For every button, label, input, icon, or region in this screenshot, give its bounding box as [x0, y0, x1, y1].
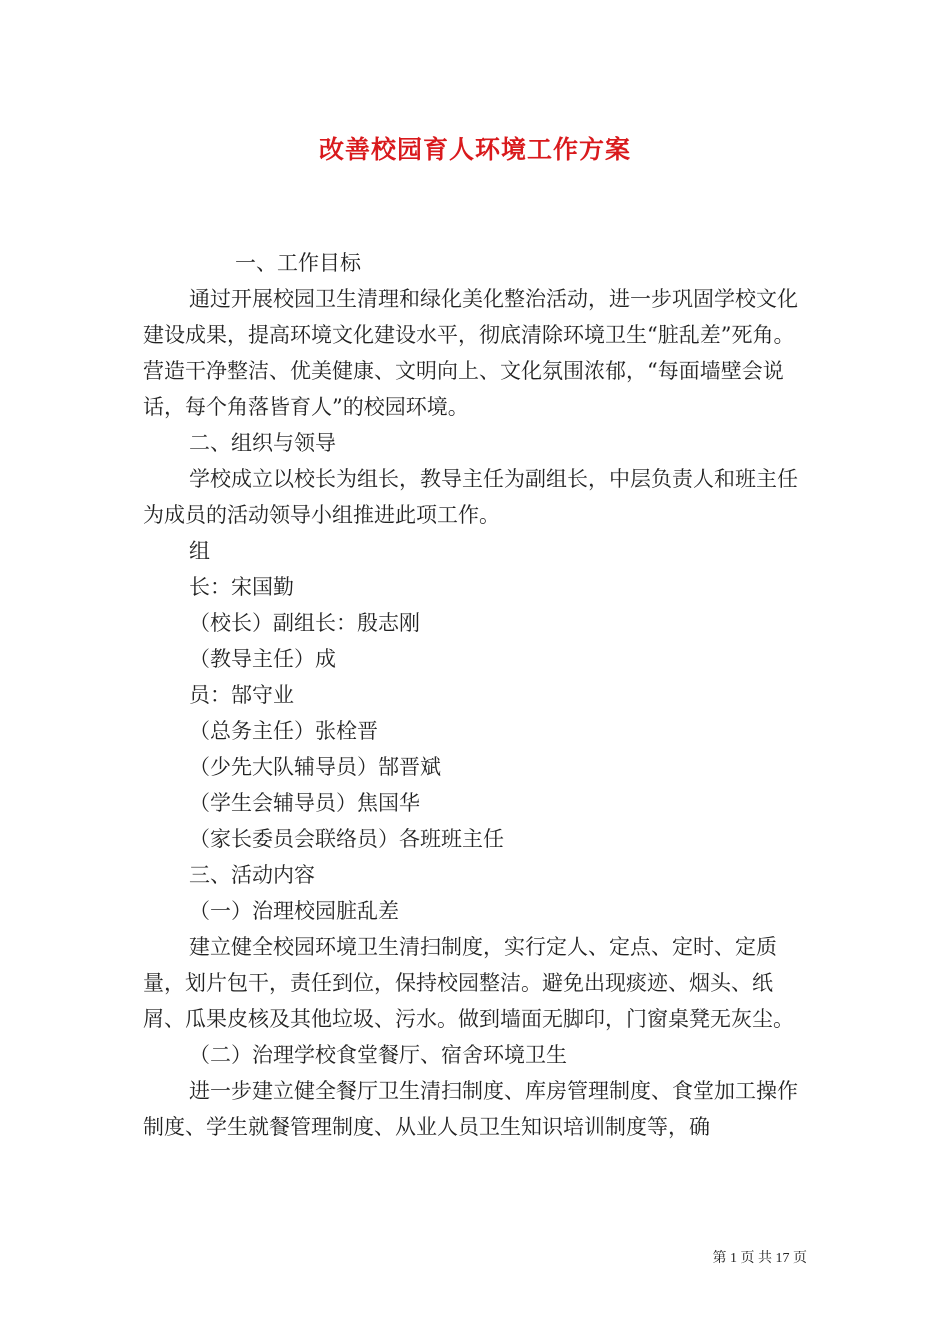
page-title: 改善校园育人环境工作方案 [318, 135, 631, 164]
subsection-heading-campus: （一）治理校园脏乱差 [189, 899, 399, 923]
member-line: 组 [189, 539, 210, 563]
paragraph-organization: 学校成立以校长为组长，教导主任为副组长，中层负责人和班主任为成员的活动领导小组推进此项工作。 [143, 467, 798, 527]
member-line: （家长委员会联络员）各班班主任 [189, 827, 504, 851]
member-line: 长：宋国勤 [189, 575, 294, 599]
document-body [143, 245, 808, 1145]
page-footer: 第 1 页 共 17 页 [712, 1251, 807, 1266]
section-heading-activities: 三、活动内容 [189, 863, 315, 887]
subsection-heading-canteen: （二）治理学校食堂餐厅、宿舍环境卫生 [189, 1043, 567, 1067]
member-line: （校长）副组长：殷志刚 [189, 611, 420, 635]
member-line: 员：郜守业 [189, 683, 294, 707]
member-line: （总务主任）张栓晋 [189, 719, 378, 743]
paragraph-canteen: 进一步建立健全餐厅卫生清扫制度、库房管理制度、食堂加工操作制度、学生就餐管理制度、从业人员卫生知识培训制度等，确 [143, 1079, 798, 1139]
section-heading-organization: 二、组织与领导 [189, 431, 336, 455]
paragraph-goals: 通过开展校园卫生清理和绿化美化整治活动，进一步巩固学校文化建设成果，提高环境文化建设水平，彻底清除环境卫生“脏乱差”死角。营造干净整洁、优美健康、文明向上、文化氛围浓郁，“每面墙壁会说话，每个角落皆育人”的校园环境。 [143, 287, 798, 419]
member-line: （少先大队辅导员）郜晋斌 [189, 755, 441, 779]
member-line: （教导主任）成 [189, 647, 336, 671]
section-heading-goals: 一、工作目标 [235, 251, 361, 275]
paragraph-campus: 建立健全校园环境卫生清扫制度，实行定人、定点、定时、定质量，划片包干，责任到位，保持校园整洁。避免出现痰迹、烟头、纸屑、瓜果皮核及其他垃圾、污水。做到墙面无脚印，门窗桌凳无灰尘。 [143, 935, 794, 1031]
member-line: （学生会辅导员）焦国华 [189, 791, 420, 815]
